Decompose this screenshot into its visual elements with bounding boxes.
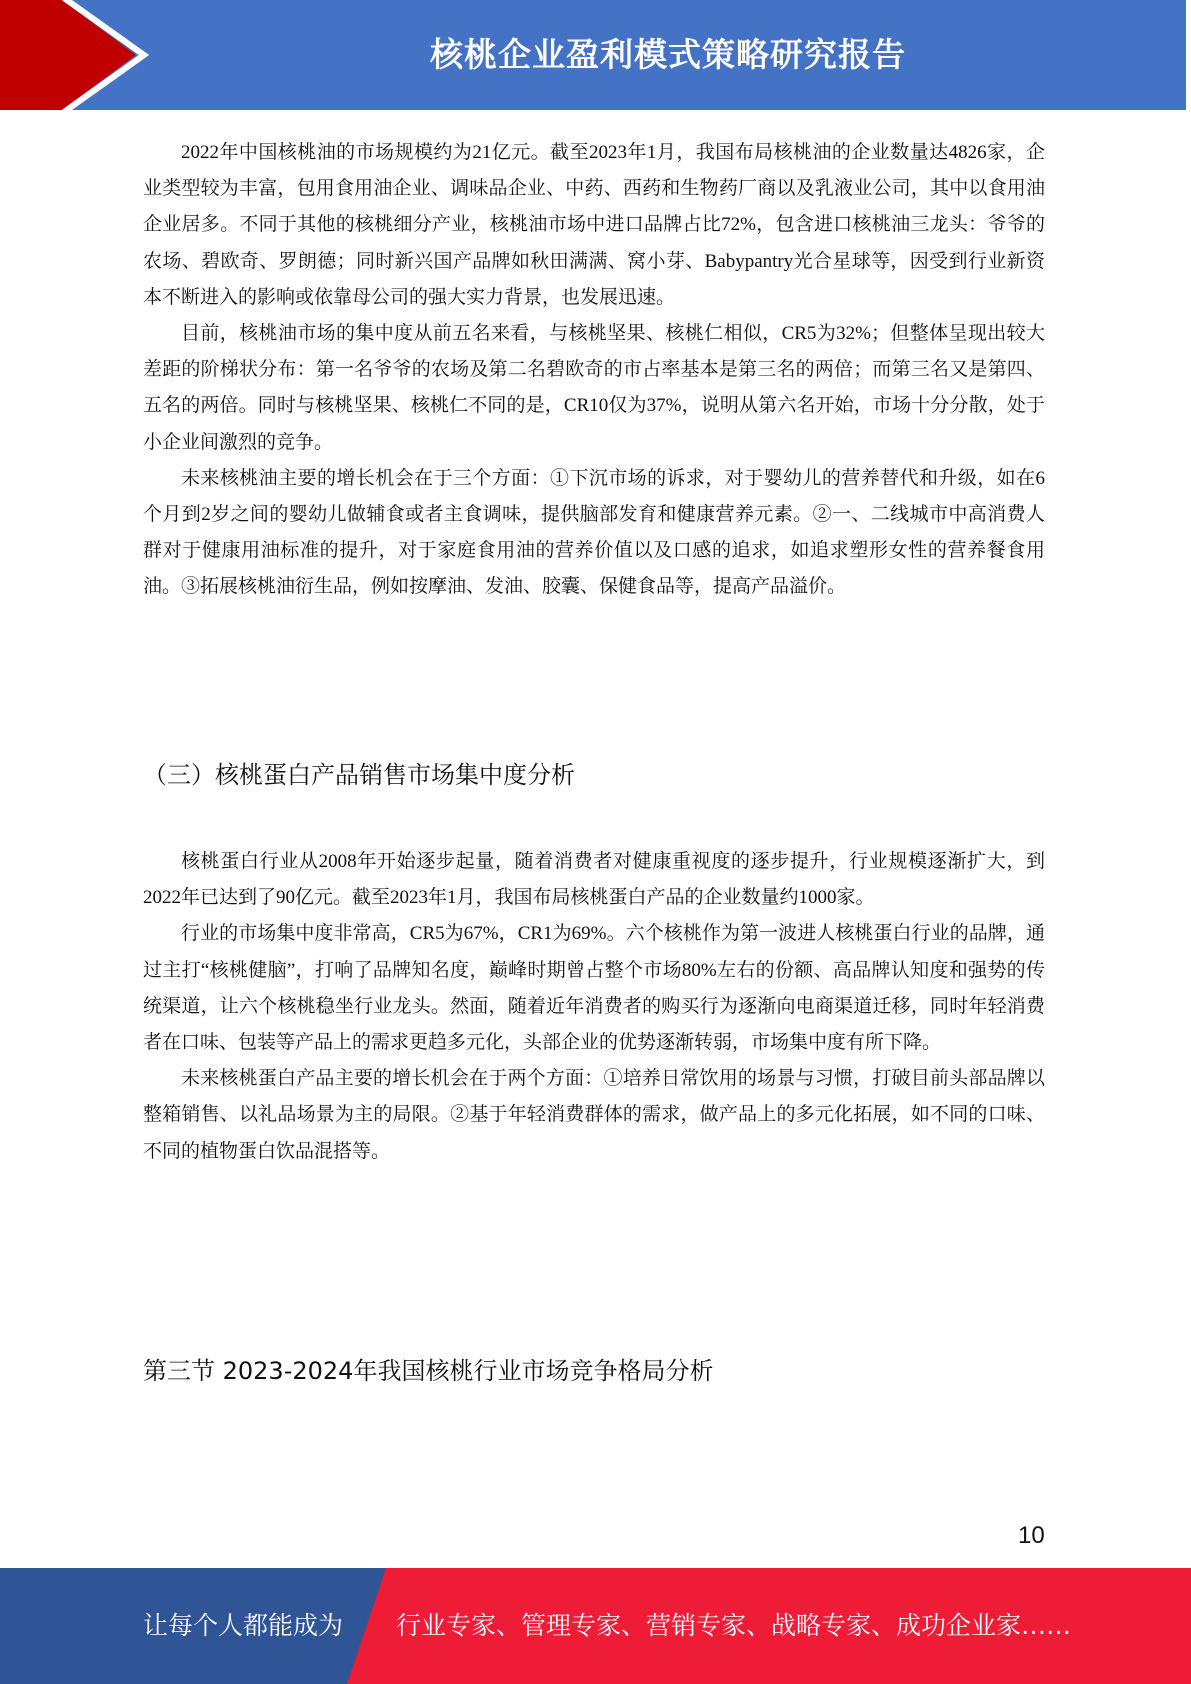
paragraph: 目前，核桃油市场的集中度从前五名来看，与核桃坚果、核桃仁相似，CR5为32%；但整体呈现出较大差距的阶梯状分布：第一名爷爷的农场及第二名碧欧奇的市占率基本是第三名的两倍；而第三名又是第四、五名的两倍。同时与核桃坚果、核桃仁不同的是，CR10仅为37%，说明从第六名开始，市场十分分散，处于小企业间激烈的竞争。 (143, 323, 1045, 453)
paragraph: 行业的市场集中度非常高，CR5为67%，CR1为69%。六个核桃作为第一波进人核桃蛋白行业的品牌，通过主打“核桃健脑”，打响了品牌知名度，巅峰时期曾占整个市场80%左右的份额、高品牌认知度和强势的传统渠道，让六个核桃稳坐行业龙头。然面，随着近年消费者的购买行为逐渐向电商渠道迁移，同时年轻消费者在口味、包装等产品上的需求更趋多元化，头部企业的优势逐渐转弱，市场集中度有所下降。 (143, 923, 1045, 1054)
page-header (0, 0, 1186, 110)
paragraph: 2022年中国核桃油的市场规模约为21亿元。截至2023年1月，我国布局核桃油的企业数量达4826家，企业类型较为丰富，包用食用油企业、调味品企业、中药、西药和生物药厂商以及乳液业公司，其中以食用油企业居多。不同于其他的核桃细分产业，核桃油市场中进口品牌占比72%，包含进口核桃油三龙头：爷爷的农场、碧欧奇、罗朗德；同时新兴国产品牌如秋田满满、窝小芽、Babypantry光合星球等，因受到行业新资本不断进入的影响或依靠母公司的强大实力背景，也发展迅速。 (143, 142, 1045, 308)
report-title: 核桃企业盈利模式策略研究报告 (430, 35, 906, 74)
paragraph: 核桃蛋白行业从2008年开始逐步起量，随着消费者对健康重视度的逐步提升，行业规模逐渐扩大，到2022年已达到了90亿元。截至2023年1月，我国布局核桃蛋白产品的企业数量约1000家。 (143, 851, 1045, 909)
paragraph: 未来核桃蛋白产品主要的增长机会在于两个方面：①培养日常饮用的场景与习惯，打破目前头部品牌以整箱销售、以礼品场景为主的局限。②基于年轻消费群体的需求，做产品上的多元化拓展，如不同的口味、不同的植物蛋白饮品混搭等。 (143, 1068, 1045, 1162)
paragraph: 未来核桃油主要的增长机会在于三个方面：①下沉市场的诉求，对于婴幼儿的营养替代和升级，如在6个月到2岁之间的婴幼儿做辅食或者主食调味，提供脑部发育和健康营养元素。②一、二线城市中高消费人群对于健康用油标准的提升，对于家庭食用油的营养价值以及口感的追求，如追求塑形女性的营养餐食用油。③拓展核桃油衍生品，例如按摩油、发油、胶囊、保健食品等，提高产品溢价。 (143, 467, 1045, 598)
oil-section (143, 135, 1045, 606)
footer-slogan-left: 让每个人都能成为 (143, 1611, 344, 1640)
protein-section (143, 844, 1045, 1170)
section-heading-competition: 第三节 2023-2024年我国核桃行业市场竞争格局分析 (143, 1357, 714, 1385)
footer-slogan-right: 行业专家、管理专家、营销专家、战略专家、成功企业家…… (396, 1611, 1072, 1640)
page-number: 10 (1018, 1522, 1045, 1549)
page-footer (0, 1568, 1191, 1684)
chevron-decoration (0, 0, 150, 110)
section-heading-protein: （三）核桃蛋白产品销售市场集中度分析 (143, 761, 575, 789)
